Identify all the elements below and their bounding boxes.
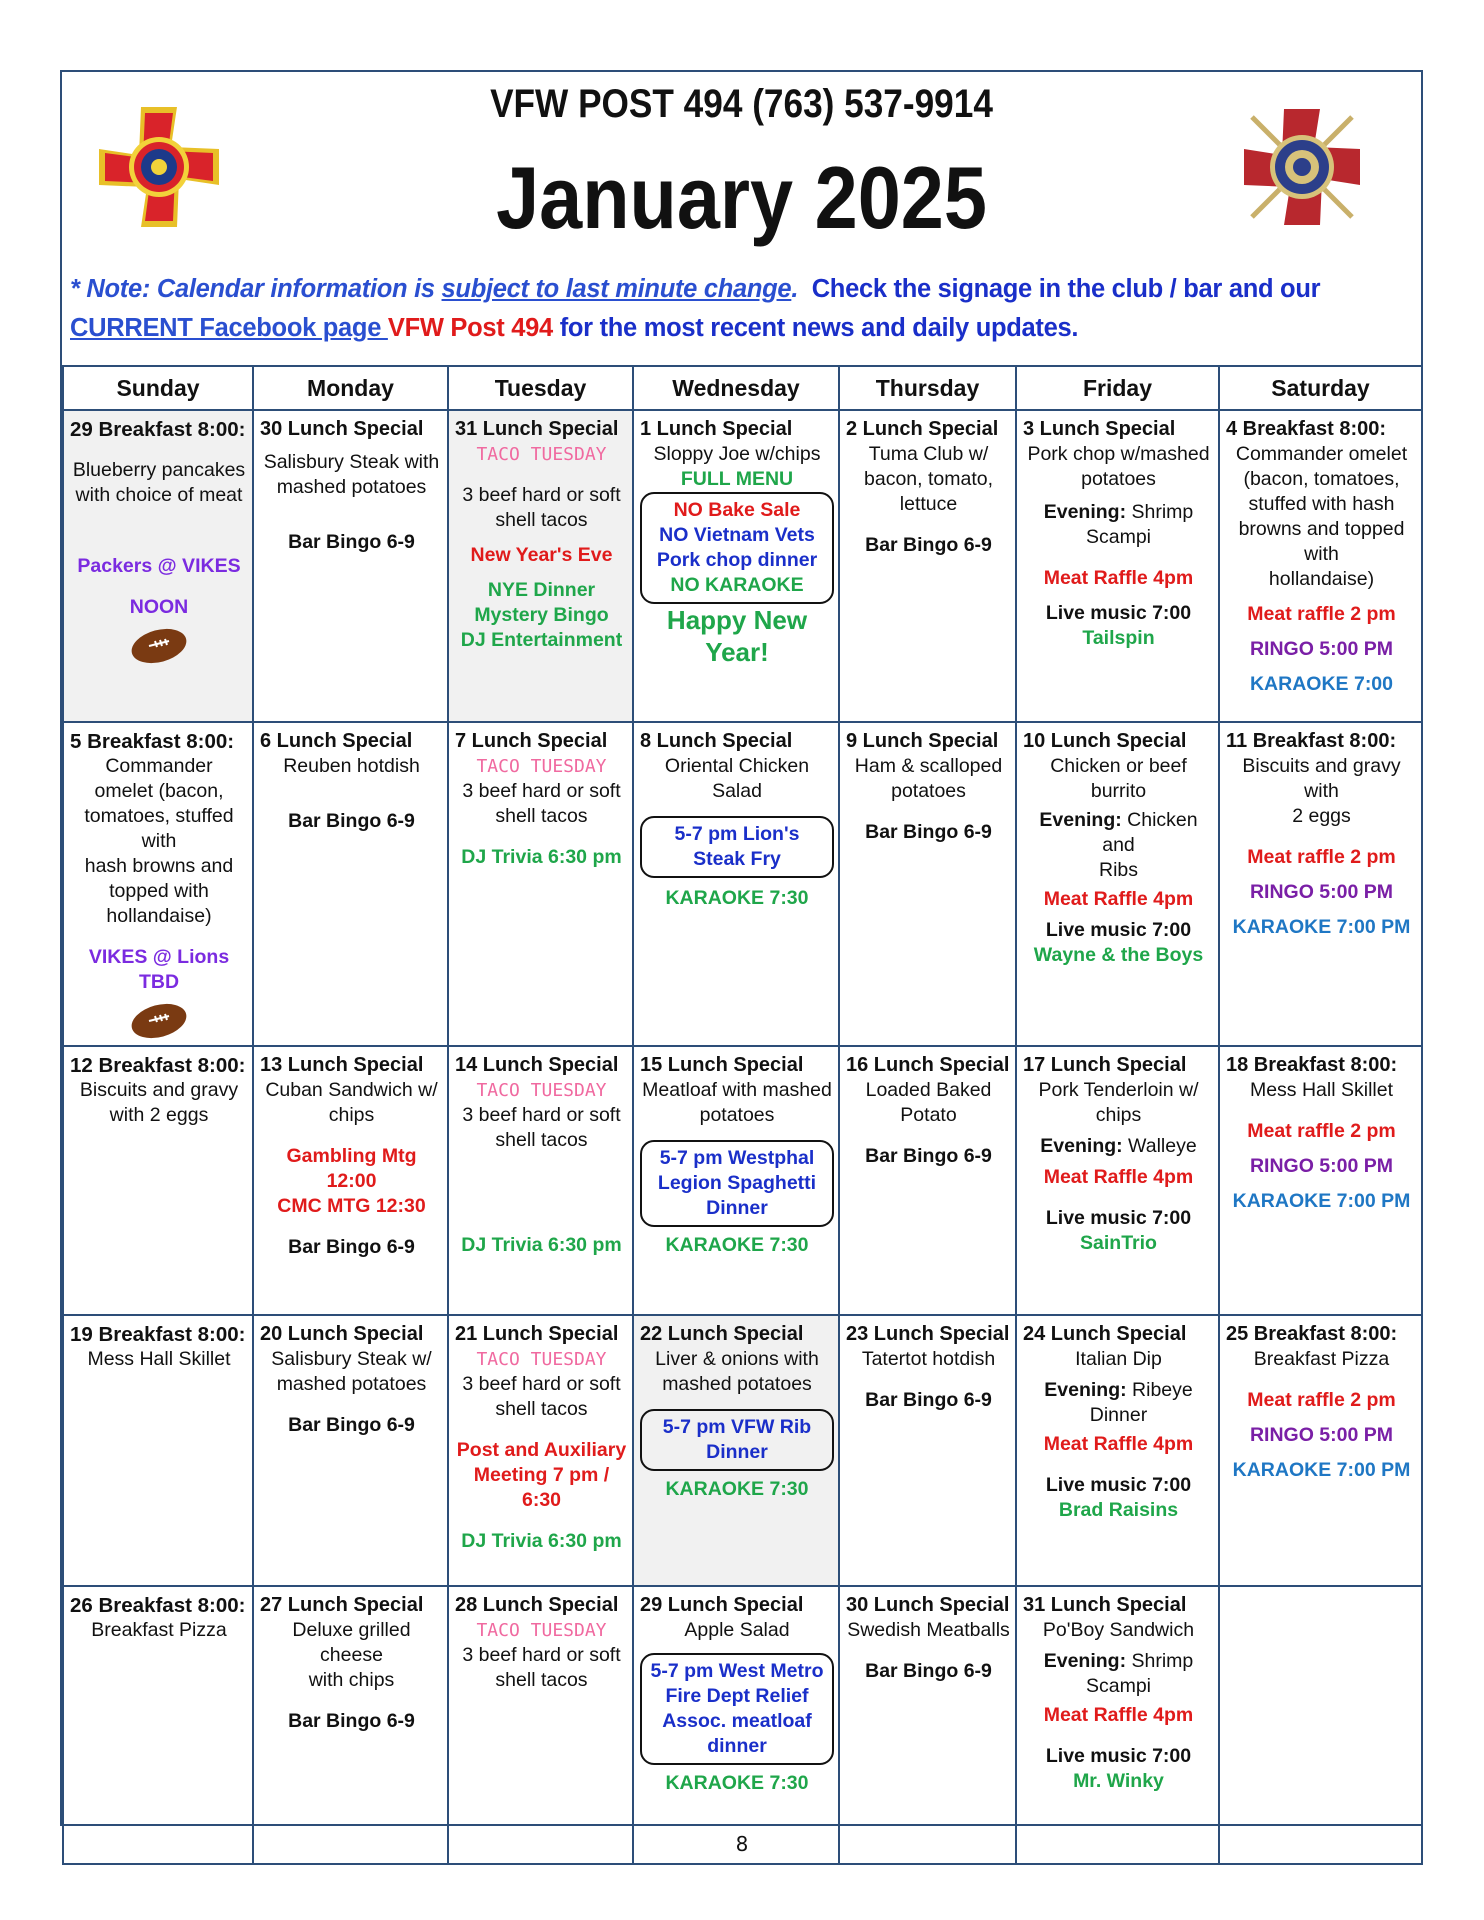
day-cell: 29 Breakfast 8:00: Blueberry pancakes with choice of meat Packers @ VIKES NOON bbox=[63, 410, 253, 722]
day-cell: 31 Lunch Special TACO TUESDAY 3 beef hard or soft shell tacos New Year's Eve NYE Dinner Mystery Bingo DJ Entertainment bbox=[448, 410, 633, 722]
event-box: 5-7 pm VFW Rib Dinner bbox=[640, 1409, 834, 1471]
day-cell: 16 Lunch Special Loaded Baked Potato Bar Bingo 6-9 bbox=[839, 1046, 1016, 1315]
day-cell: 31 Lunch Special Po'Boy Sandwich Evening: Shrimp Scampi Meat Raffle 4pm Live music 7:00 Mr. Winky bbox=[1016, 1586, 1219, 1864]
day-header: Wednesday bbox=[633, 366, 839, 410]
football-icon bbox=[129, 1001, 189, 1041]
day-cell: 7 Lunch Special TACO TUESDAY 3 beef hard or soft shell tacos DJ Trivia 6:30 pm bbox=[448, 722, 633, 1046]
post-title: VFW POST 494 (763) 537-9914 bbox=[490, 82, 993, 126]
day-cell: 8 Lunch Special Oriental Chicken Salad 5-7 pm Lion's Steak Fry KARAOKE 7:30 bbox=[633, 722, 839, 1046]
day-header: Sunday bbox=[63, 366, 253, 410]
note-text-3: for the most recent news and daily updates. bbox=[552, 314, 1079, 342]
day-cell: 17 Lunch Special Pork Tenderloin w/ chips Evening: Walleye Meat Raffle 4pm Live music 7:00 SainTrio bbox=[1016, 1046, 1219, 1315]
facebook-link[interactable]: CURRENT Facebook page bbox=[70, 314, 388, 342]
event-box: 5-7 pm Lion's Steak Fry bbox=[640, 816, 834, 878]
day-cell: 13 Lunch Special Cuban Sandwich w/ chips Gambling Mtg 12:00 CMC MTG 12:30 Bar Bingo 6-9 bbox=[253, 1046, 448, 1315]
day-cell: 12 Breakfast 8:00: Biscuits and gravy with 2 eggs bbox=[63, 1046, 253, 1315]
day-cell: 25 Breakfast 8:00: Breakfast Pizza Meat raffle 2 pm RINGO 5:00 PM KARAOKE 7:00 PM bbox=[1219, 1315, 1422, 1586]
day-cell: 20 Lunch Special Salisbury Steak w/ mashed potatoes Bar Bingo 6-9 bbox=[253, 1315, 448, 1586]
calendar-grid bbox=[62, 365, 1423, 1865]
day-cell: 19 Breakfast 8:00: Mess Hall Skillet bbox=[63, 1315, 253, 1586]
day-cell: 30 Lunch Special Salisbury Steak with mashed potatoes Bar Bingo 6-9 bbox=[253, 410, 448, 722]
day-cell: 29 Lunch Special Apple Salad 5-7 pm West Metro Fire Dept Relief Assoc. meatloaf dinner KARAOKE 7:30 bbox=[633, 1586, 839, 1864]
week-row bbox=[63, 1586, 1422, 1864]
day-cell-empty bbox=[1219, 1586, 1422, 1864]
day-cell: 23 Lunch Special Tatertot hotdish Bar Bingo 6-9 bbox=[839, 1315, 1016, 1586]
day-header: Friday bbox=[1016, 366, 1219, 410]
day-cell: 15 Lunch Special Meatloaf with mashed potatoes 5-7 pm Westphal Legion Spaghetti Dinner KARAOKE 7:30 bbox=[633, 1046, 839, 1315]
football-icon bbox=[129, 626, 189, 666]
month-title: January 2025 bbox=[496, 148, 987, 247]
week-row bbox=[63, 722, 1422, 1046]
day-header: Monday bbox=[253, 366, 448, 410]
note-link[interactable]: subject to last minute change bbox=[441, 275, 792, 303]
week-row bbox=[63, 1315, 1422, 1586]
day-cell: 10 Lunch Special Chicken or beef burrito Evening: Chicken and Ribs Meat Raffle 4pm Live music 7:00 Wayne & the Boys bbox=[1016, 722, 1219, 1046]
day-cell: 1 Lunch Special Sloppy Joe w/chips FULL MENU NO Bake Sale NO Vietnam Vets Pork chop dinner NO KARAOKE Happy New Year! bbox=[633, 410, 839, 722]
day-cell: 21 Lunch Special TACO TUESDAY 3 beef hard or soft shell tacos Post and Auxiliary Meeting 7 pm / 6:30 DJ Trivia 6:30 pm bbox=[448, 1315, 633, 1586]
day-cell: 4 Breakfast 8:00: Commander omelet (bacon, tomatoes, stuffed with hash browns and topped with hollandaise) Meat raffle 2 pm RINGO 5:00 PM KARAOKE 7:00 bbox=[1219, 410, 1422, 722]
day-cell: 27 Lunch Special Deluxe grilled cheese with chips Bar Bingo 6-9 bbox=[253, 1586, 448, 1864]
calendar-frame bbox=[60, 70, 1423, 1826]
day-header: Saturday bbox=[1219, 366, 1422, 410]
day-cell: 18 Breakfast 8:00: Mess Hall Skillet Meat raffle 2 pm RINGO 5:00 PM KARAOKE 7:00 PM bbox=[1219, 1046, 1422, 1315]
page-number: 8 bbox=[735, 1832, 749, 1856]
note-text: * Note: Calendar information is bbox=[70, 275, 442, 303]
day-cell: 9 Lunch Special Ham & scalloped potatoes Bar Bingo 6-9 bbox=[839, 722, 1016, 1046]
header bbox=[62, 72, 1421, 367]
day-cell: 14 Lunch Special TACO TUESDAY 3 beef hard or soft shell tacos DJ Trivia 6:30 pm bbox=[448, 1046, 633, 1315]
day-cell: 28 Lunch Special TACO TUESDAY 3 beef hard or soft shell tacos bbox=[448, 1586, 633, 1864]
event-box: 5-7 pm West Metro Fire Dept Relief Assoc. meatloaf dinner bbox=[640, 1653, 834, 1765]
event-box: NO Bake Sale NO Vietnam Vets Pork chop dinner NO KARAOKE bbox=[640, 492, 834, 604]
day-cell: 26 Breakfast 8:00: Breakfast Pizza bbox=[63, 1586, 253, 1864]
note-post: VFW Post 494 bbox=[387, 314, 553, 342]
day-cell: 11 Breakfast 8:00: Biscuits and gravy with 2 eggs Meat raffle 2 pm RINGO 5:00 PM KARAOKE 7:00 PM bbox=[1219, 722, 1422, 1046]
day-cell: 2 Lunch Special Tuma Club w/ bacon, tomato, lettuce Bar Bingo 6-9 bbox=[839, 410, 1016, 722]
note-text-2: Check the signage in the club / bar and our bbox=[798, 275, 1321, 303]
calendar-note: * Note: Calendar information is subject to last minute change. Check the signage in the club / bar and our CURRENT Facebook page VFW Post 494 for the most recent news and daily updates. bbox=[70, 275, 1321, 342]
day-header: Thursday bbox=[839, 366, 1016, 410]
day-cell: 22 Lunch Special Liver & onions with mashed potatoes 5-7 pm VFW Rib Dinner KARAOKE 7:30 bbox=[633, 1315, 839, 1586]
week-row bbox=[63, 1046, 1422, 1315]
day-cell: 24 Lunch Special Italian Dip Evening: Ribeye Dinner Meat Raffle 4pm Live music 7:00 Brad Raisins bbox=[1016, 1315, 1219, 1586]
day-cell: 6 Lunch Special Reuben hotdish Bar Bingo 6-9 bbox=[253, 722, 448, 1046]
day-header-row bbox=[63, 366, 1422, 410]
day-cell: 5 Breakfast 8:00: Commander omelet (bacon, tomatoes, stuffed with hash browns and topped with hollandaise) VIKES @ Lions TBD bbox=[63, 722, 253, 1046]
week-row bbox=[63, 410, 1422, 722]
day-cell: 30 Lunch Special Swedish Meatballs Bar Bingo 6-9 bbox=[839, 1586, 1016, 1864]
event-box: 5-7 pm Westphal Legion Spaghetti Dinner bbox=[640, 1140, 834, 1227]
day-cell: 3 Lunch Special Pork chop w/mashed potatoes Evening: Shrimp Scampi Meat Raffle 4pm Live music 7:00 Tailspin bbox=[1016, 410, 1219, 722]
day-header: Tuesday bbox=[448, 366, 633, 410]
